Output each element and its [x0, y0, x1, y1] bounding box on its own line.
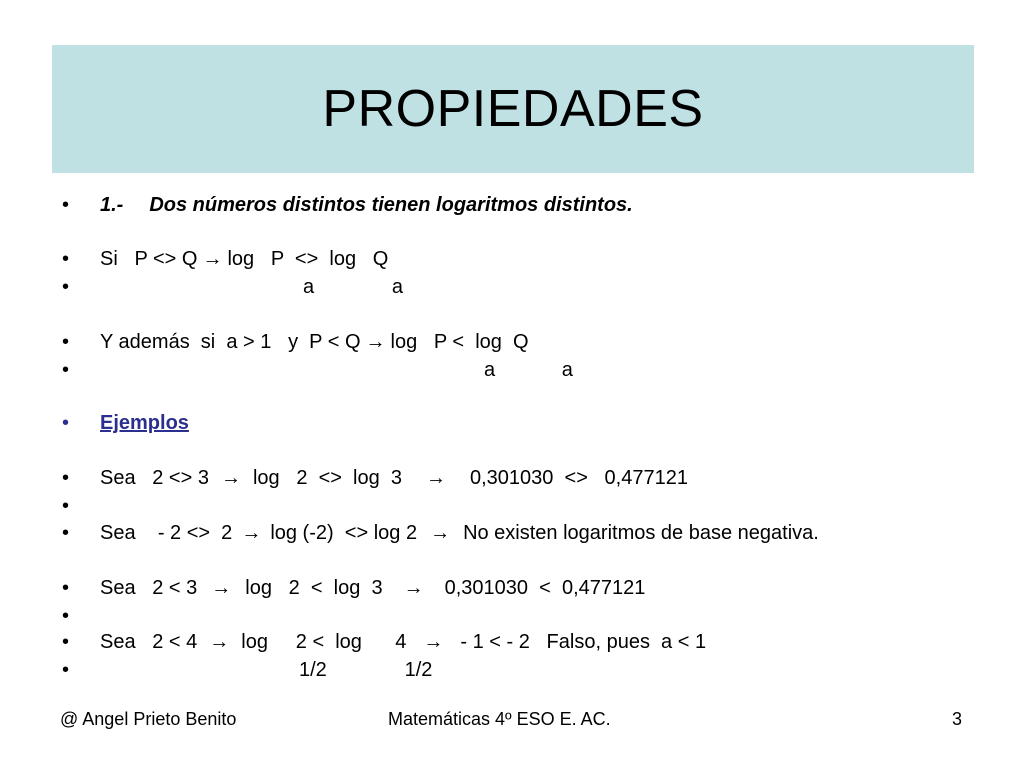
condition-text: Si P <> Q [100, 248, 198, 270]
empty-bullet-line [62, 603, 84, 629]
bullet: • [62, 495, 70, 517]
example-result: 0,301030 <> 0,477121 [469, 467, 688, 489]
formula-text: log P < log Q [390, 331, 529, 353]
property-1-line [62, 192, 633, 218]
subscript-text: a a [303, 276, 404, 298]
bullet: • [62, 577, 70, 599]
subscript-line [62, 274, 404, 300]
example-1-line [62, 465, 688, 491]
formula-text: log P <> log Q [227, 248, 389, 270]
bullet: • [62, 659, 70, 681]
example-formula: log 2 < log 4 [241, 631, 407, 653]
example-result: 0,301030 < 0,477121 [444, 577, 646, 599]
footer-course: Matemáticas 4º ESO E. AC. [388, 709, 611, 729]
arrow-icon: → [365, 331, 386, 353]
example-result: - 1 < - 2 Falso, pues a < 1 [460, 631, 707, 653]
bullet: • [62, 248, 70, 270]
example-2-line [62, 520, 819, 546]
arrow-icon: → [209, 631, 230, 653]
arrow-icon: → [220, 467, 241, 489]
example-formula: log 2 < log 3 [245, 577, 383, 599]
arrow-icon: → [403, 577, 424, 599]
subscript-line [62, 357, 573, 383]
subscript-text: a a [484, 359, 573, 381]
example-condition: Sea - 2 <> 2 [100, 522, 233, 544]
arrow-icon: → [425, 467, 446, 489]
footer-page-number: 3 [952, 709, 963, 729]
examples-heading-line [62, 410, 189, 436]
slide-title: PROPIEDADES [322, 80, 704, 138]
monotonic-line [62, 329, 529, 355]
bullet: • [62, 631, 70, 653]
arrow-icon: → [211, 577, 232, 599]
bullet: • [62, 522, 70, 544]
example-formula: log 2 <> log 3 [252, 467, 402, 489]
subscript-line [62, 657, 433, 683]
empty-bullet-line [62, 493, 84, 519]
arrow-icon: → [430, 522, 451, 544]
property-statement: Dos números distintos tienen logaritmos distintos. [149, 194, 633, 216]
property-formula-line [62, 246, 389, 272]
bullet: • [62, 331, 70, 353]
example-condition: Sea 2 <> 3 [100, 467, 209, 489]
bullet: • [62, 605, 70, 627]
footer-author: @ Angel Prieto Benito [60, 709, 237, 729]
condition-text: Y además si a > 1 y P < Q [100, 331, 361, 353]
arrow-icon: → [241, 522, 262, 544]
subscript-text: 1/2 1/2 [299, 659, 433, 681]
bullet: • [62, 359, 70, 381]
property-number: 1.- [100, 194, 124, 216]
bullet: • [62, 194, 70, 216]
example-4-line [62, 629, 707, 655]
bullet: • [62, 467, 70, 489]
bullet: • [62, 412, 70, 434]
arrow-icon: → [423, 631, 444, 653]
example-result: No existen logaritmos de base negativa. [463, 522, 819, 544]
example-condition: Sea 2 < 3 [100, 577, 198, 599]
example-formula: log (-2) <> log 2 [270, 522, 418, 544]
example-3-line [62, 575, 646, 601]
example-condition: Sea 2 < 4 [100, 631, 198, 653]
arrow-icon: → [202, 248, 223, 270]
examples-link[interactable]: Ejemplos [100, 412, 189, 434]
bullet: • [62, 276, 70, 298]
